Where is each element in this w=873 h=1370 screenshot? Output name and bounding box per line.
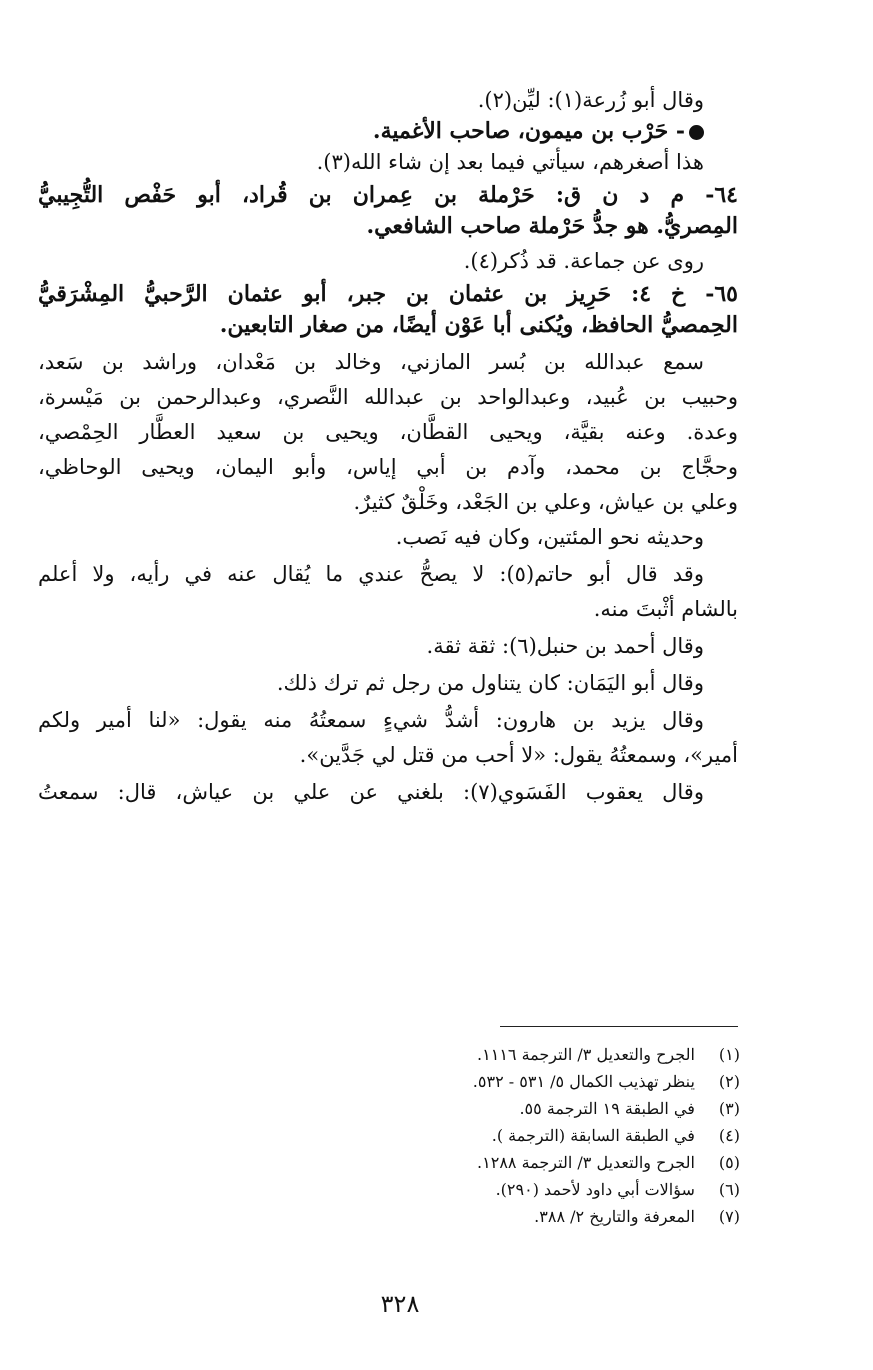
text-line: وقال يزيد بن هارون: أشدُّ شيءٍ سمعتُهُ منه يقول: «لنا أمير ولكم [38, 708, 704, 732]
text-line: وقد قال أبو حاتم(٥): لا يصحُّ عندي ما يُقال عنه في رأيه، ولا أعلم [38, 562, 704, 586]
entry-heading-64-cont: المِصريُّ. هو جدُّ حَرْملة صاحب الشافعي. [366, 213, 738, 239]
page-number: ٣٢٨ [380, 1290, 420, 1318]
footnote: (٤) في الطبقة السابقة (الترجمة ). [491, 1126, 740, 1145]
entry-heading-65-cont: الحِمصيُّ الحافظ، ويُكنى أبا عَوْن أيضًا، من صغار التابعين. [219, 312, 738, 338]
text-line: وقال أبو زُرعة(١): ليِّن(٢). [477, 88, 704, 112]
footnotes [300, 1041, 740, 1230]
entry-heading-harb: - حَرْب بن ميمون، صاحب الأغمية. [38, 117, 738, 146]
bullet-icon [689, 125, 704, 140]
footnote: (٧) المعرفة والتاريخ ٢/ ٣٨٨. [534, 1207, 740, 1226]
text-line: سمع عبدالله بن بُسر المازني، وخالد بن مَعْدان، وراشد بن سَعد، [38, 350, 704, 374]
text-line: وحجَّاج بن محمد، وآدم بن أبي إياس، وأبو اليمان، ويحيى الوحاظي، [38, 455, 738, 479]
text-line: وقال أحمد بن حنبل(٦): ثقة ثقة. [426, 634, 704, 658]
footnote: (٦) سؤالات أبي داود لأحمد (٢٩٠). [495, 1180, 740, 1199]
footnote: (٣) في الطبقة ١٩ الترجمة ٥٥. [519, 1099, 740, 1118]
text-line: هذا أصغرهم، سيأتي فيما بعد إن شاء الله(٣). [316, 150, 704, 174]
text-line: وحبيب بن عُبيد، وعبدالواحد بن عبدالله النَّصري، وعبدالرحمن بن مَيْسرة، [38, 385, 738, 409]
text-line: وقال يعقوب الفَسَوي(٧): بلغني عن علي بن عياش، قال: سمعتُ [38, 780, 704, 804]
text-line: بالشام أثْبتَ منه. [593, 597, 738, 621]
footnote: (٥) الجرح والتعديل ٣/ الترجمة ١٢٨٨. [477, 1153, 740, 1172]
entry-heading-65: ٦٥- خ ٤: حَرِيز بن عثمان بن جبر، أبو عثمان الرَّحبيُّ المِشْرَقيُّ [38, 281, 738, 307]
entry-heading-64: ٦٤- م د ن ق: حَرْملة بن عِمران بن قُراد، أبو حَفْص التُّجِيبيُّ [38, 182, 738, 208]
text-line: وقال أبو اليَمَان: كان يتناول من رجل ثم ترك ذلك. [276, 671, 704, 695]
text-line: روى عن جماعة. قد ذُكر(٤). [463, 249, 704, 273]
body-text [38, 86, 738, 807]
footnote: (٢) ينظر تهذيب الكمال ٥/ ٥٣١ - ٥٣٢. [472, 1072, 740, 1091]
text-line: وعلي بن عياش، وعلي بن الجَعْد، وخَلْقٌ كثيرٌ. [353, 490, 738, 514]
footnote: (١) الجرح والتعديل ٣/ الترجمة ١١١٦. [477, 1045, 740, 1064]
text-line: أمير»، وسمعتُهُ يقول: «لا أحب من قتل لي جَدَّين». [299, 743, 738, 767]
text-line: وعدة. وعنه بقيَّة، ويحيى القطَّان، ويحيى بن سعيد العطَّار الحِمْصي، [38, 420, 738, 444]
text-line: وحديثه نحو المئتين، وكان فيه نَصب. [395, 525, 704, 549]
footnote-divider [500, 1026, 738, 1027]
